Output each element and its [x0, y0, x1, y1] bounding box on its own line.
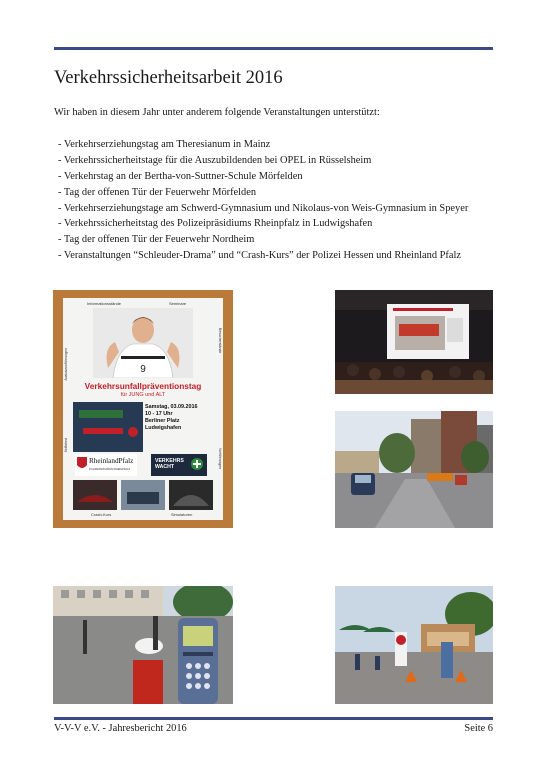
poster-side-right-2: Vorführungen	[218, 448, 222, 470]
poster-simulator-image	[169, 480, 213, 510]
poster-photo	[53, 290, 233, 528]
footer-rule	[54, 717, 493, 720]
event-poster	[63, 298, 223, 520]
outdoor-event-photo	[335, 586, 493, 704]
rlp-logo	[75, 454, 137, 476]
rlp-logo-sub: POLIZEIPRÄSIDIUM RHEINPFALZ	[89, 468, 131, 471]
verkehrswacht-logo	[151, 454, 207, 476]
verkehrswacht-logo-text: VERKEHRS WACHT	[155, 458, 184, 470]
poster-label-crash: Crash-Kurs	[91, 512, 112, 517]
street-photo	[335, 411, 493, 528]
page-title: Verkehrssicherheitsarbeit 2016	[54, 68, 283, 88]
poster-date	[145, 404, 197, 432]
event-list	[58, 137, 468, 264]
header-rule	[54, 47, 493, 50]
list-item: - Tag der offenen Tür der Feuerwehr Nordheim	[58, 234, 255, 246]
poster-date-line: Ludwigshafen	[145, 425, 182, 431]
poster-label-sim: Simulatoren	[171, 512, 193, 517]
intro-text: Wir haben in diesem Jahr unter anderem folgende Veranstaltungen unterstützt:	[54, 107, 380, 118]
poster-title: Verkehrsunfallpräventionstag	[84, 381, 202, 391]
footer-title: V-V-V e.V. - Jahresbericht 2016	[54, 723, 187, 734]
list-item: - Verkehrserziehungstage am Schwerd-Gymnasium und Nikolaus-von Weis-Gymnasium in Speyer	[58, 202, 469, 214]
rlp-logo-text: RheinlandPfalz	[89, 457, 134, 465]
page-number: Seite 6	[464, 723, 493, 734]
poster-subtitle: für JUNG und ALT	[120, 392, 166, 398]
poster-panel-image	[73, 402, 143, 452]
poster-side-left: Ausbauvorführungen	[64, 348, 68, 381]
poster-date-line: Samstag, 03.09.2016	[145, 404, 198, 410]
plus-icon	[191, 458, 203, 470]
list-item: - Tag der offenen Tür der Feuerwehr Mörfelden	[58, 186, 257, 198]
list-item: - Verkehrstag an der Bertha-von-Suttner-Schule Mörfelden	[58, 170, 303, 182]
poster-date-line: 10 - 17 Uhr	[145, 411, 173, 417]
poster-side-right: Besucherstände	[218, 328, 222, 354]
poster-label-seminare: Seminare	[169, 301, 187, 306]
poster-side-left-2: Selfietest	[64, 438, 68, 453]
crest-icon	[77, 457, 87, 471]
list-item: - Verkehrssicherheitstag des Polizeipräsidiums Rheinpfalz in Ludwigshafen	[58, 218, 373, 230]
list-item: - Verkehrssicherheitstage für die Auszubildenden bei OPEL in Rüsselsheim	[58, 154, 372, 166]
player-image	[93, 308, 193, 378]
poster-crash-image	[73, 480, 117, 510]
poster-label-info: Informationsstände	[87, 301, 122, 306]
traffic-park-photo	[53, 586, 233, 704]
list-item: - Verkehrserziehungstag am Theresianum in Mainz	[58, 139, 271, 150]
jersey-number: 9	[140, 364, 146, 375]
poster-date-line: Berliner Platz	[145, 418, 180, 424]
list-item: - Veranstaltungen “Schleuder-Drama” und “Crash-Kurs” der Polizei Hessen und Rheinland Pfalz	[58, 250, 461, 262]
presentation-photo	[335, 290, 493, 394]
poster-car-image	[121, 480, 165, 510]
